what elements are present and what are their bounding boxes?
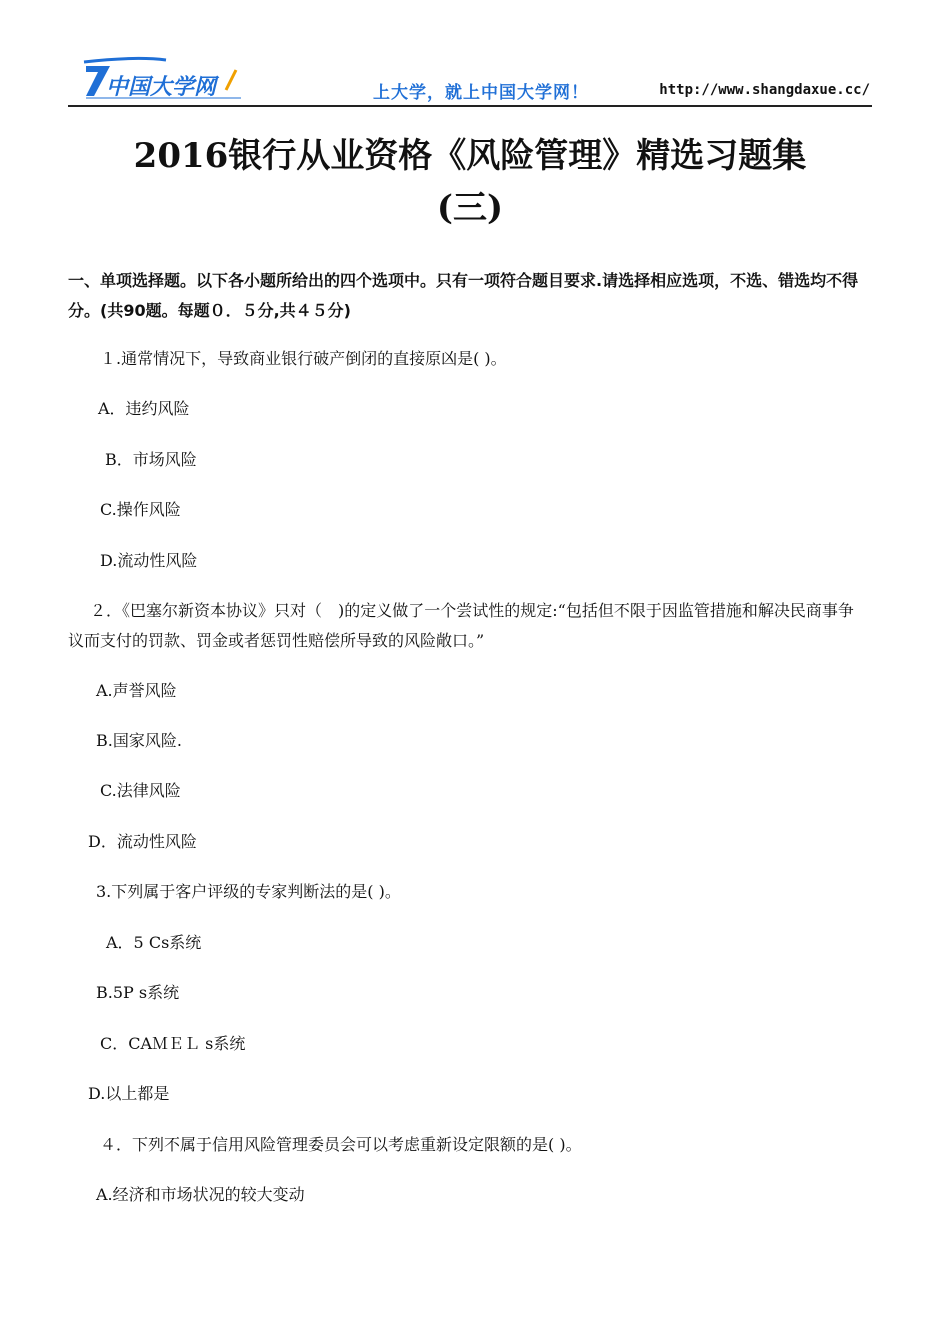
option-item: C．CAＭＥＬ s系统 <box>100 1034 246 1053</box>
option-item: A.声誉风险 <box>96 681 177 700</box>
title-line-2: (三) <box>436 188 504 228</box>
option-item: B．市场风险 <box>105 450 197 469</box>
page-header <box>68 52 872 106</box>
question-stem: ４．下列不属于信用风险管理委员会可以考虑重新设定限额的是( )。 <box>100 1135 582 1154</box>
option-item: A．5 Cs系统 <box>106 933 202 952</box>
site-logo <box>76 56 246 100</box>
question-stem: １.通常情况下，导致商业银行破产倒闭的直接原凶是( )。 <box>100 349 507 368</box>
option-item: B.5P s系统 <box>96 983 180 1002</box>
option-item: A．违约风险 <box>98 399 190 418</box>
document-title <box>68 130 872 234</box>
question-stem: 3.下列属于客户评级的专家判断法的是( )。 <box>96 882 401 901</box>
option-item: B.国家风险. <box>96 731 182 750</box>
site-slogan: 上大学，就上中国大学网！ <box>373 83 589 103</box>
section-intro: 一、单项选择题。以下各小题所给出的四个选项中。只有一项符合题目要求.请选择相应选项，不选、错选均不得分。(共90题。每题０．５分,共４５分) <box>68 271 859 320</box>
site-url[interactable]: http://www.shangdaxue.cc/ <box>659 82 870 98</box>
svg-text:中国大学网: 中国大学网 <box>106 75 217 100</box>
question-stem: ２．《巴塞尔新资本协议》只对（ )的定义做了一个尝试性的规定:“包括但不限于因监管措施和解决民商事争议而支付的罚款、罚金或者惩罚性赔偿所导致的风险敞口。” <box>68 601 854 650</box>
option-item: D．流动性风险 <box>88 832 197 851</box>
option-item: D.流动性风险 <box>100 551 198 570</box>
option-item: C.法律风险 <box>100 781 181 800</box>
option-item: A.经济和市场状况的较大变动 <box>96 1185 305 1204</box>
title-line-1: 2016银行从业资格《风险管理》精选习题集 <box>133 136 807 176</box>
option-item: C.操作风险 <box>100 500 181 519</box>
option-item: D.以上都是 <box>88 1084 170 1103</box>
header-divider <box>68 105 872 107</box>
